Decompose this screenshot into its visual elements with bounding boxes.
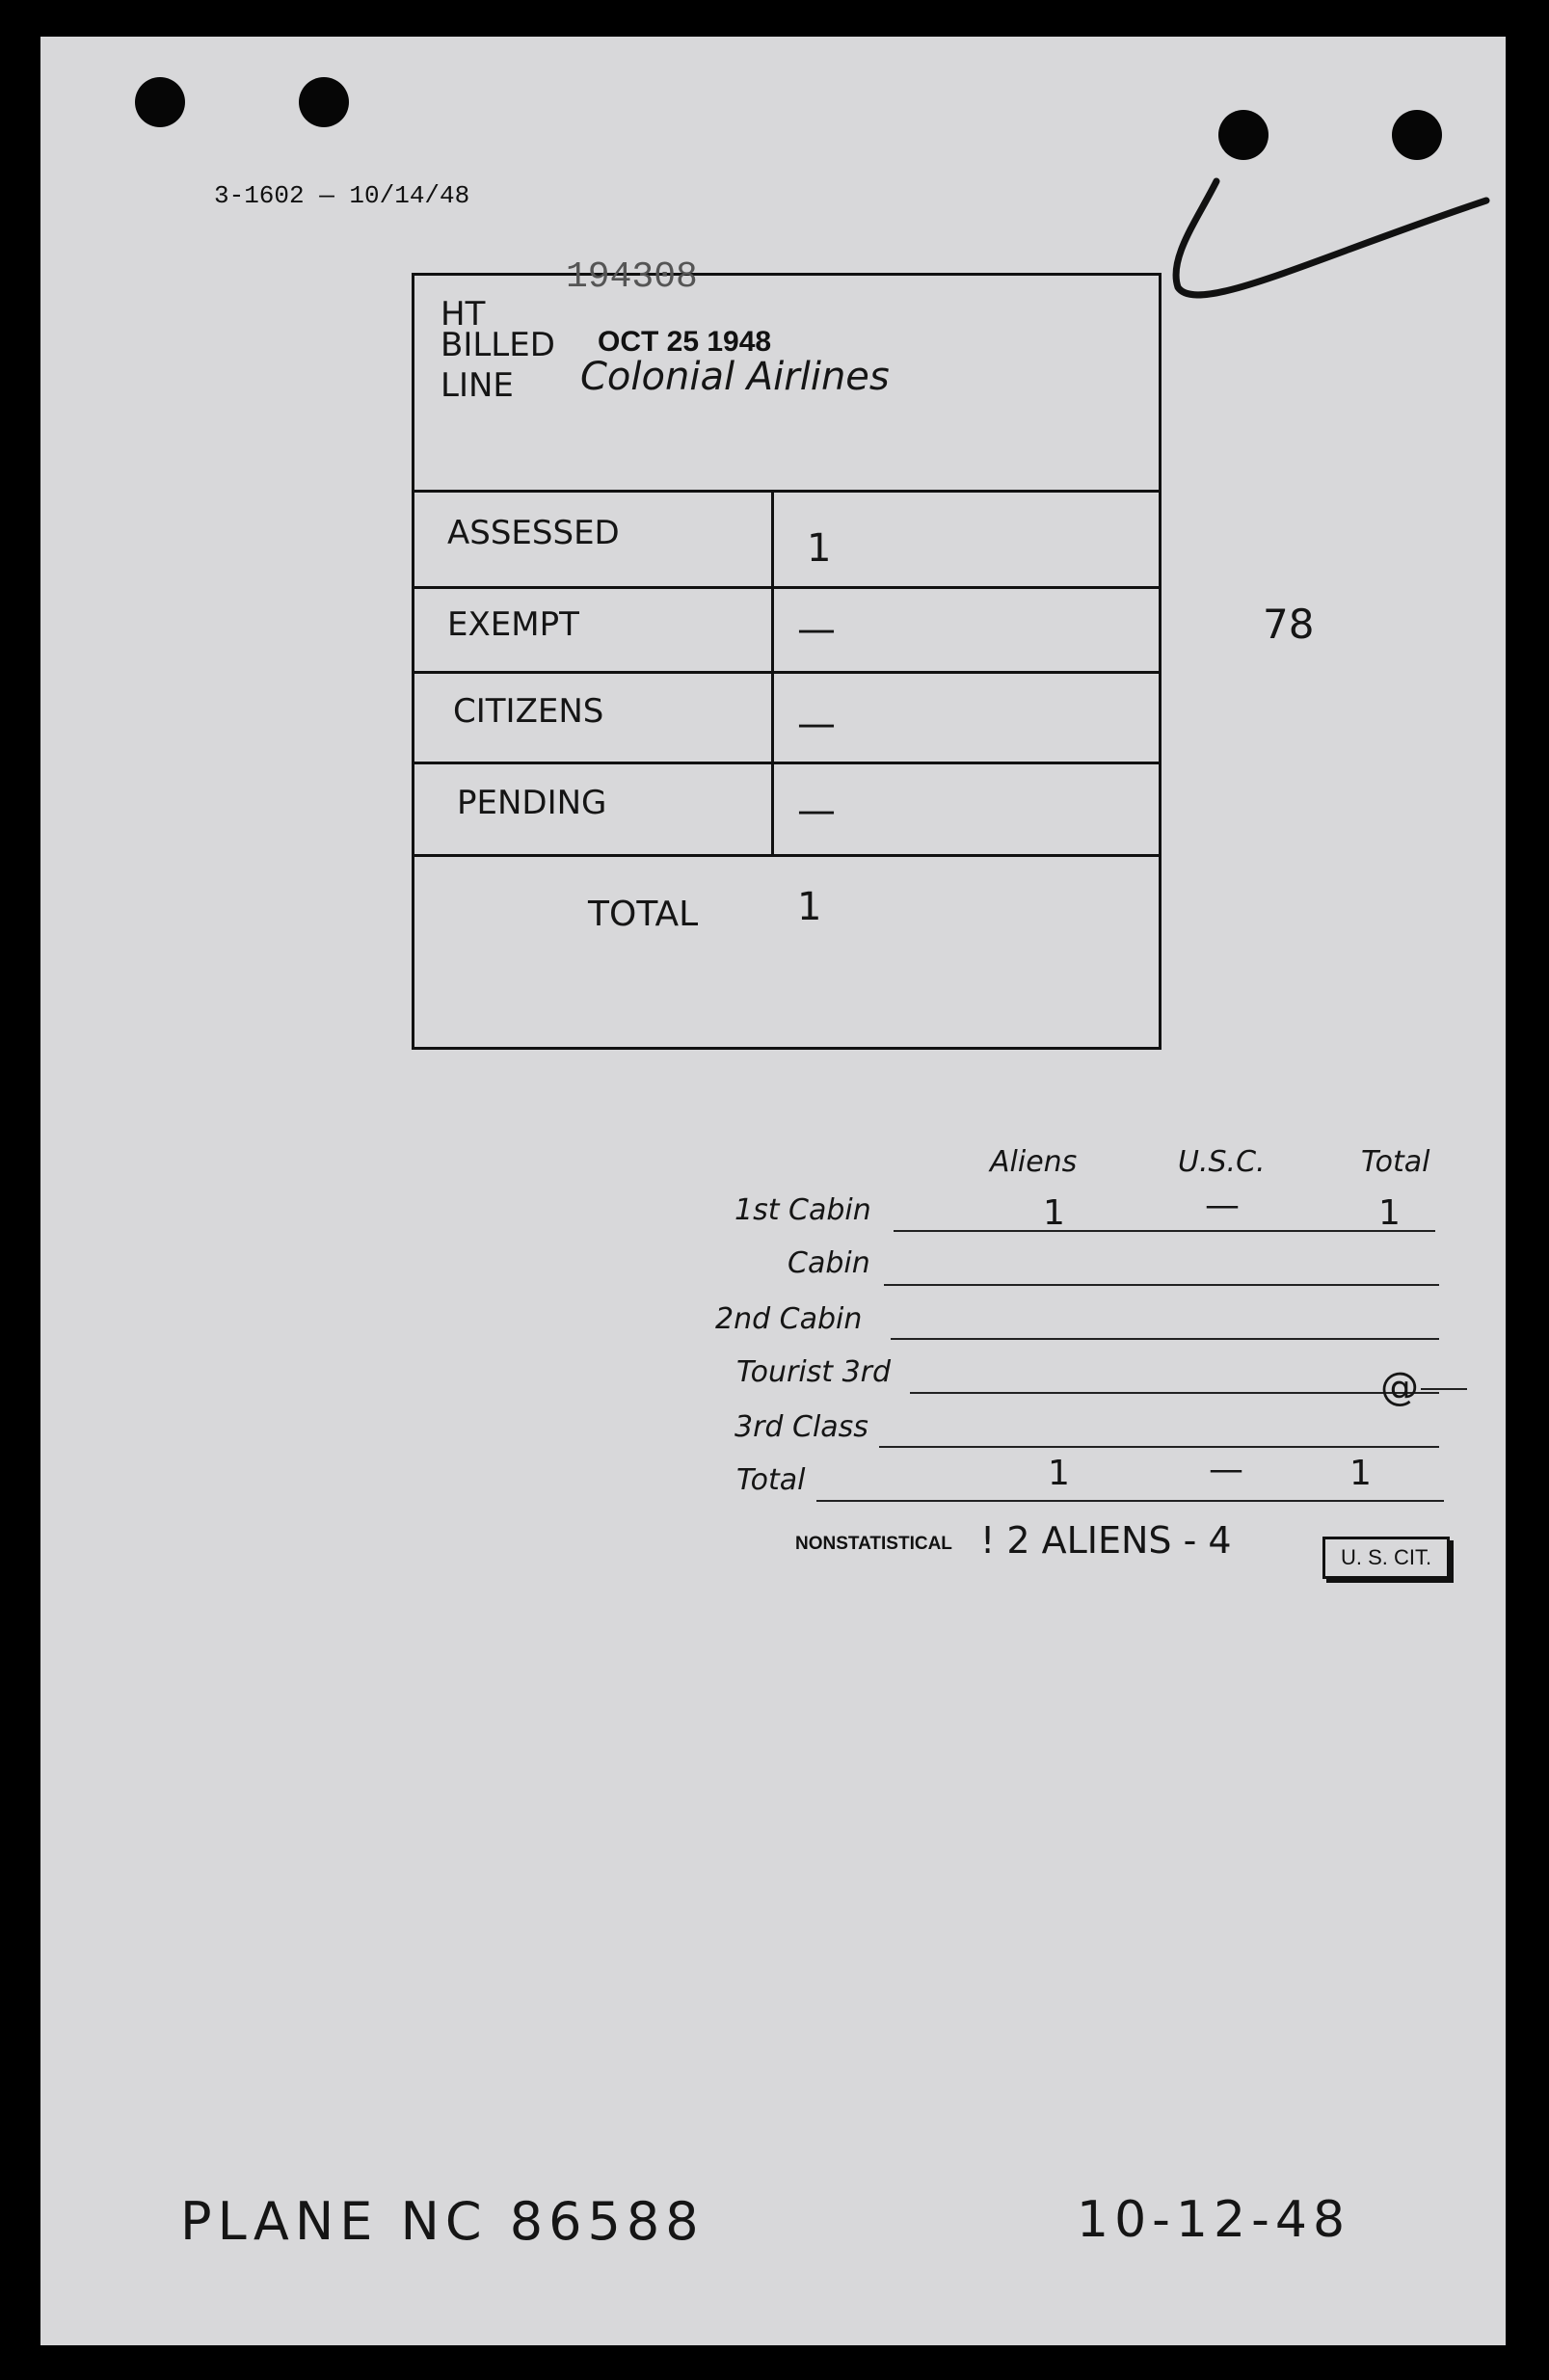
nonstatistical-note: ! 2 ALIENS - 4 [980, 1519, 1232, 1562]
divider [412, 762, 1162, 764]
row-label-2nd-cabin: 2nd Cabin [715, 1302, 863, 1336]
row-label-pending: PENDING [457, 784, 607, 822]
rule-line [879, 1446, 1439, 1448]
total-label: TOTAL [588, 895, 699, 934]
rule-line [894, 1230, 1435, 1232]
total-value: 1 [797, 885, 822, 929]
footer-date: 10-12-48 [1077, 2191, 1351, 2249]
rule-line [816, 1500, 1444, 1502]
header-total: Total [1361, 1145, 1430, 1179]
cell-aliens: 1 [1043, 1193, 1065, 1233]
column-divider [771, 490, 774, 854]
row-label-1st-cabin: 1st Cabin [734, 1193, 871, 1227]
divider [412, 671, 1162, 674]
billed-label: BILLED [441, 326, 555, 364]
row-label-exempt: EXEMPT [447, 605, 579, 644]
row-label-cabin: Cabin [788, 1246, 870, 1280]
row-label-total: Total [736, 1463, 806, 1497]
row-value-pending: — [797, 789, 836, 833]
record-number: 194308 [566, 256, 698, 298]
line-value: Colonial Airlines [580, 355, 890, 399]
rule-line [910, 1392, 1439, 1394]
divider [412, 490, 1162, 493]
row-label-citizens: CITIZENS [453, 692, 604, 731]
row-label-assessed: ASSESSED [447, 514, 620, 552]
divider [412, 854, 1162, 857]
cell-aliens-total: 1 [1048, 1454, 1070, 1493]
cell-usc-total: — [1209, 1450, 1243, 1489]
side-mark-tail [1421, 1388, 1467, 1390]
cell-total-total: 1 [1349, 1454, 1372, 1493]
us-cit-stamp: U. S. CIT. [1322, 1537, 1450, 1579]
margin-note: 78 [1263, 601, 1315, 648]
billed-date-stamp: OCT 25 1948 [598, 326, 772, 358]
punch-hole [299, 77, 349, 127]
row-value-exempt: — [797, 607, 836, 652]
side-mark: @ [1380, 1365, 1419, 1409]
carrier-code: HT [441, 295, 486, 334]
plane-number: PLANE NC 86588 [180, 2191, 705, 2252]
rule-line [884, 1284, 1439, 1286]
row-value-citizens: — [797, 702, 836, 746]
header-aliens: Aliens [990, 1145, 1078, 1179]
document-page [40, 37, 1506, 2345]
rule-line [891, 1338, 1439, 1340]
header-usc: U.S.C. [1178, 1145, 1266, 1179]
row-label-3rd-class: 3rd Class [734, 1410, 868, 1444]
divider [412, 586, 1162, 589]
cell-total: 1 [1378, 1193, 1401, 1233]
nonstatistical-label: NONSTATISTICAL [795, 1534, 952, 1554]
row-label-tourist-3rd: Tourist 3rd [736, 1355, 892, 1389]
form-reference: 3-1602 — 10/14/48 [214, 181, 470, 210]
cell-usc: — [1205, 1186, 1240, 1225]
punch-hole [135, 77, 185, 127]
line-label: LINE [441, 366, 514, 405]
row-value-assessed: 1 [807, 526, 832, 571]
check-mark [1159, 143, 1506, 335]
